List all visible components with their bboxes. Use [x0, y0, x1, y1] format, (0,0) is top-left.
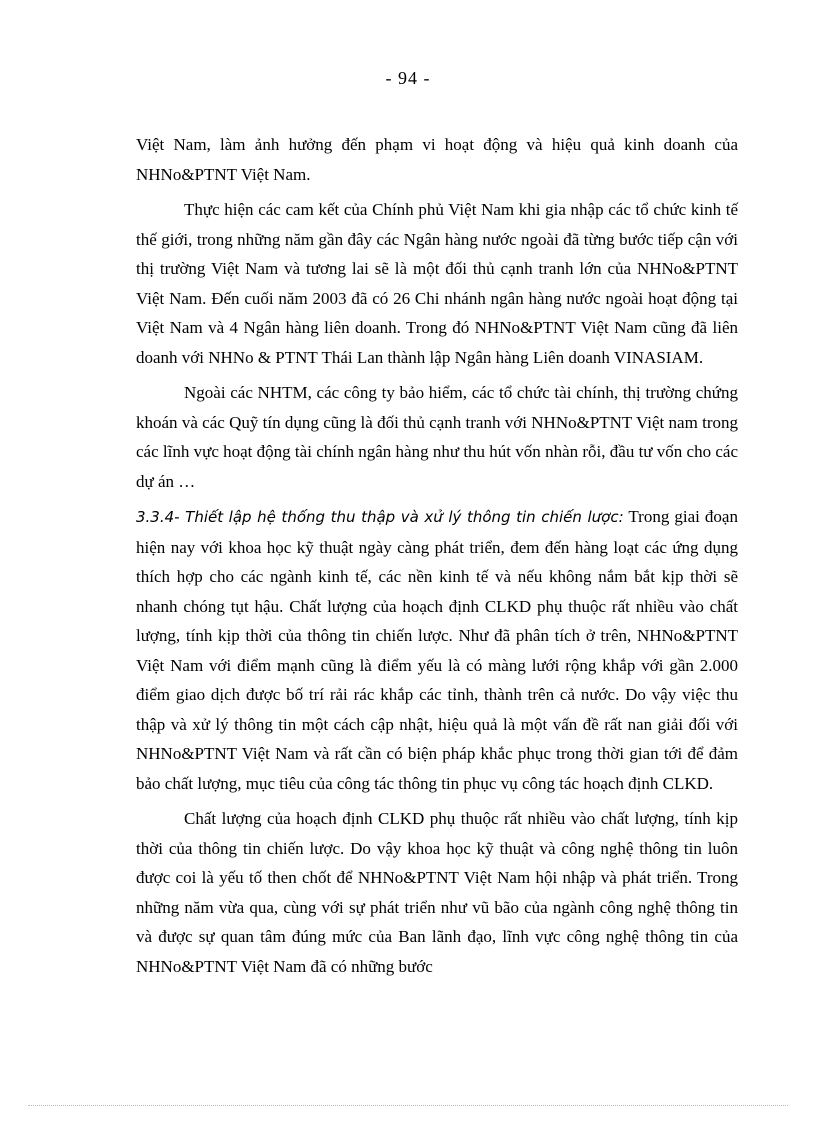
section-heading-3-3-4: 3.3.4- Thiết lập hệ thống thu thập và xử lý thông tin chiến lược: [136, 508, 624, 526]
paragraph-1: Việt Nam, làm ảnh hưởng đến phạm vi hoạt động và hiệu quả kinh doanh của NHNo&PTNT Việt Nam. [136, 135, 738, 184]
paragraph-2: Thực hiện các cam kết của Chính phủ Việt Nam khi gia nhập các tổ chức kinh tế thế giới, trong những năm gần đây các Ngân hàng nước ngoài đã từng bước tiếp cận với thị trường Việt Nam và tương lai sẽ là một đối thủ cạnh tranh lớn của NHNo&PTNT Việt Nam. Đến cuối năm 2003 đã có 26 Chi nhánh ngân hàng nước ngoài hoạt động tại Việt Nam và 4 Ngân hàng liên doanh. Trong đó NHNo&PTNT Việt Nam cũng đã liên doanh với NHNo & PTNT Thái Lan thành lập Ngân hàng Liên doanh VINASIAM. [136, 200, 738, 367]
footer-divider [28, 1105, 788, 1106]
paragraph-3: Ngoài các NHTM, các công ty bảo hiểm, các tổ chức tài chính, thị trường chứng khoán và các Quỹ tín dụng cũng là đối thủ cạnh tranh với NHNo&PTNT Việt nam trong các lĩnh vực hoạt động tài chính ngân hàng như thu hút vốn nhàn rỗi, đầu tư vốn cho các dự án … [136, 383, 738, 491]
document-body [136, 130, 738, 987]
paragraph-5: Chất lượng của hoạch định CLKD phụ thuộc rất nhiều vào chất lượng, tính kịp thời của thông tin chiến lược. Do vậy khoa học kỹ thuật và công nghệ thông tin luôn được coi là yếu tố then chốt để NHNo&PTNT Việt Nam hội nhập và phát triển. Trong những năm vừa qua, cùng với sự phát triển như vũ bão của ngành công nghệ thông tin và được sự quan tâm đúng mức của Ban lãnh đạo, lĩnh vực công nghệ thông tin của NHNo&PTNT Việt Nam đã có những bước [136, 809, 738, 976]
page-number: - 94 - [385, 68, 431, 88]
paragraph-4-body: Trong giai đoạn hiện nay với khoa học kỹ thuật ngày càng phát triển, đem đến hàng loạt các ứng dụng thích hợp cho các ngành kinh tế, các nền kinh tế và nếu không nắm bắt kịp thời sẽ nhanh chóng tụt hậu. Chất lượng của hoạch định CLKD phụ thuộc rất nhiều vào chất lượng, tính kịp thời của thông tin chiến lược. Như đã phân tích ở trên, NHNo&PTNT Việt Nam với điểm mạnh cũng là điểm yếu là có màng lưới rộng khắp với gần 2.000 điểm giao dịch được bố trí rải rác khắp các tỉnh, thành trên cả nước. Do vậy việc thu thập và xử lý thông tin một cách cập nhật, hiệu quả là một vấn đề rất nan giải đối với NHNo&PTNT Việt Nam và rất cần có biện pháp khắc phục trong thời gian tới để đảm bảo chất lượng, mục tiêu của công tác thông tin phục vụ công tác hoạch định CLKD. [136, 507, 738, 793]
paragraph-4 [136, 502, 738, 798]
